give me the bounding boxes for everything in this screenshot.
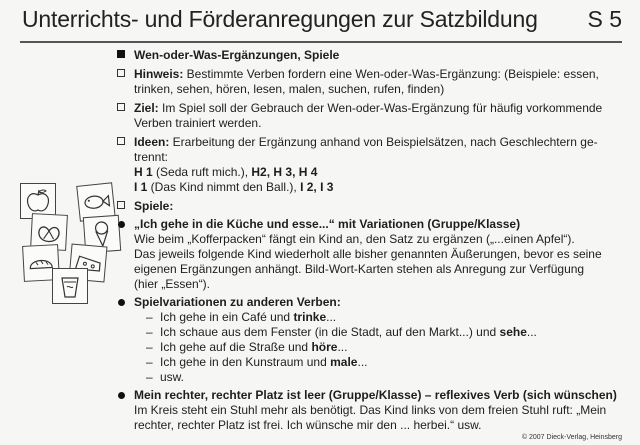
variation-item: – Ich schaue aus dem Fenster (in die Stadt, auf den Markt...) und sehe... bbox=[146, 325, 628, 340]
section-heading bbox=[116, 48, 628, 63]
variation-item: – Ich gehe in ein Café und trinke... bbox=[146, 310, 628, 325]
ziel-label: Ziel: bbox=[134, 101, 159, 115]
checkbox-icon bbox=[117, 103, 125, 111]
ziel-block bbox=[116, 101, 628, 131]
copyright-footer: © 2007 Dieck-Verlag, Heinsberg bbox=[521, 434, 622, 441]
filled-square-icon bbox=[117, 50, 125, 58]
bullet-icon bbox=[118, 221, 125, 228]
hinweis-label: Hinweis: bbox=[134, 67, 184, 81]
header-divider bbox=[20, 41, 622, 43]
ideen-h-line bbox=[134, 165, 628, 180]
hinweis-text-2: trinken, sehen, hören, lesen, malen, suchen, rufen, finden) bbox=[134, 82, 445, 96]
game-1-line-4: (hier „Essen“). bbox=[134, 277, 211, 291]
ideen-i-line bbox=[134, 180, 628, 195]
spiele-heading bbox=[116, 199, 628, 214]
variation-item: – usw. bbox=[146, 370, 628, 385]
game-1 bbox=[116, 217, 628, 292]
ideen-block bbox=[116, 135, 628, 195]
page-title: Unterrichts- und Förderanregungen zur Satzbildung bbox=[22, 6, 538, 32]
yogurt-icon bbox=[53, 269, 87, 303]
ziel-text-1: Im Spiel soll der Gebrauch der Wen-oder-Was-Ergänzung für häufig vorkommende bbox=[158, 101, 603, 115]
hinweis-text-1: Bestimmte Verben fordern eine Wen-oder-Was-Ergänzung: (Beispiele: essen, bbox=[183, 67, 599, 81]
checkbox-icon bbox=[117, 201, 125, 209]
variation-list bbox=[134, 310, 628, 385]
game-1-line-2: Das jeweils folgende Kind wiederholt alle bisher genannten Äußerungen, bevor es seine bbox=[134, 247, 602, 261]
variation-item: – Ich gehe auf die Straße und höre... bbox=[146, 340, 628, 355]
game-1-line-1: Wie beim „Kofferpacken“ fängt ein Kind an, den Satz zu ergänzen („...einen Apfel“). bbox=[134, 232, 575, 246]
game-3 bbox=[116, 388, 628, 433]
i1-example: (Das Kind nimmt den Ball.), bbox=[147, 180, 301, 194]
bullet-icon bbox=[118, 392, 125, 399]
game-3-line-2: rechter, rechter Platz ist frei. Ich wünsche mir den ... herbei.“ usw. bbox=[134, 418, 482, 432]
h1-code: H 1 bbox=[134, 165, 153, 179]
game-3-line-1: Im Kreis steht ein Stuhl mehr als benötigt. Das Kind links von dem freien Stuhl ruft: „Mein bbox=[134, 403, 607, 417]
content-area bbox=[116, 48, 628, 433]
section-title: Wen-oder-Was-Ergänzungen, Spiele bbox=[134, 48, 340, 62]
game-1-title: „Ich gehe in die Küche und esse...“ mit Variationen (Gruppe/Klasse) bbox=[134, 217, 521, 231]
bullet-icon bbox=[118, 299, 125, 306]
yogurt-card bbox=[52, 268, 88, 304]
game-1-line-3: eigenen Ergänzungen anhängt. Bild-Wort-Karten stehen als Anregung zur Verfügung bbox=[134, 262, 585, 276]
ideen-text-1: Erarbeitung der Ergänzung anhand von Beispielsätzen, nach Geschlechtern ge- bbox=[169, 135, 598, 149]
game-3-title: Mein rechter, rechter Platz ist leer (Gruppe/Klasse) – reflexives Verb (sich wünschen) bbox=[134, 388, 617, 402]
game-2 bbox=[116, 295, 628, 385]
checkbox-icon bbox=[117, 137, 125, 145]
ideen-text-2: trennt: bbox=[134, 150, 169, 164]
h1-example: (Seda ruft mich.), bbox=[152, 165, 252, 179]
i1-code: I 1 bbox=[134, 180, 148, 194]
variation-item: – Ich gehe in den Kunstraum und male... bbox=[146, 355, 628, 370]
h-codes: H2, H 3, H 4 bbox=[251, 165, 318, 179]
page-number: S 5 bbox=[587, 6, 622, 32]
hinweis-block bbox=[116, 67, 628, 97]
game-2-title: Spielvariationen zu anderen Verben: bbox=[134, 295, 341, 309]
i-codes: I 2, I 3 bbox=[300, 180, 334, 194]
ziel-text-2: Verben trainiert werden. bbox=[134, 116, 262, 130]
checkbox-icon bbox=[117, 69, 125, 77]
spiele-label: Spiele: bbox=[134, 199, 174, 213]
ideen-label: Ideen: bbox=[134, 135, 170, 149]
